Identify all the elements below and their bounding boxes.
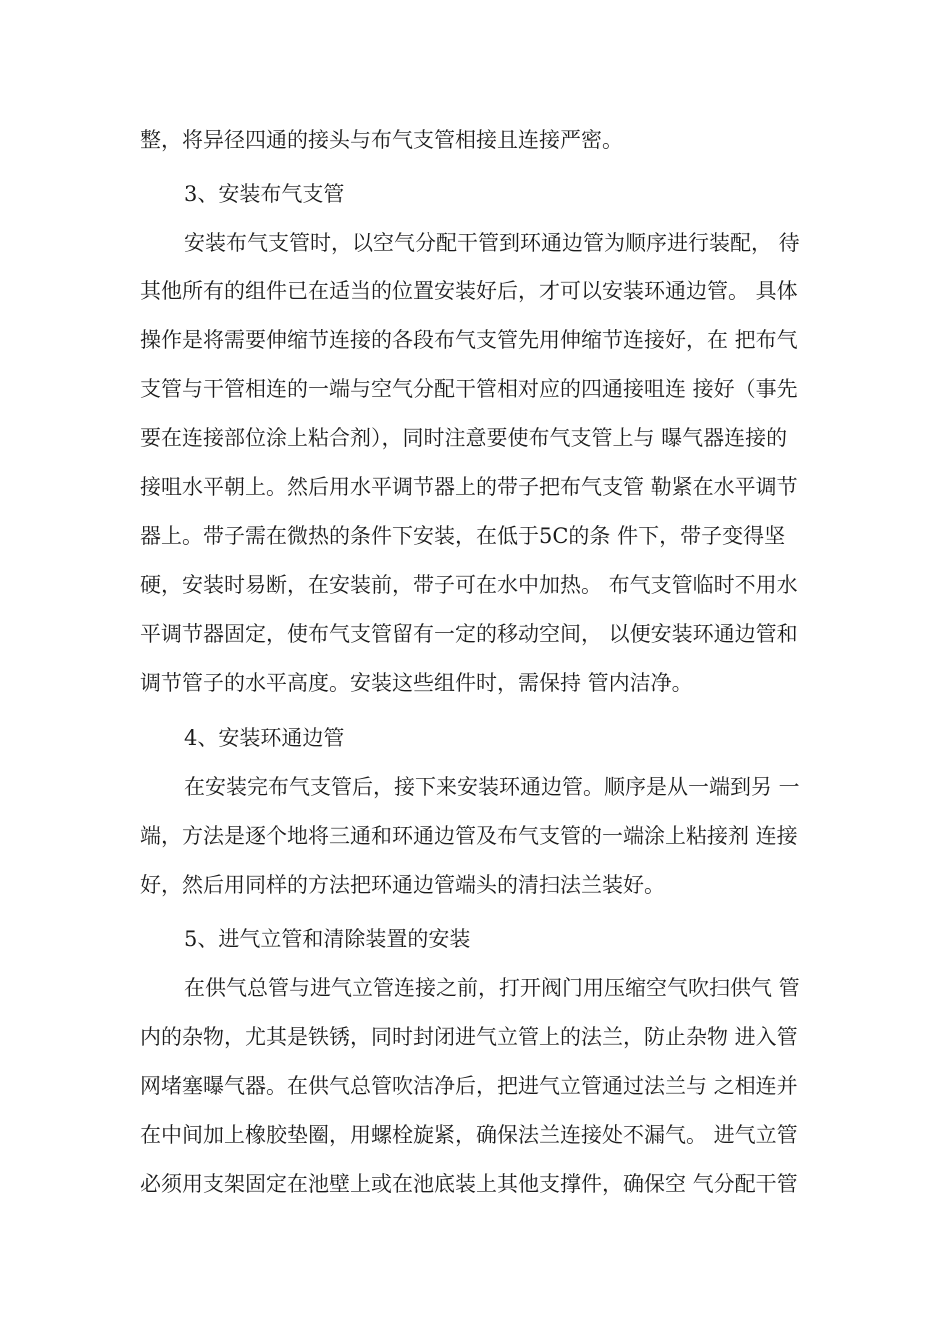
text-line: 接咀水平朝上。然后用水平调节器上的带子把布气支管 勒紧在水平调节 <box>140 475 798 499</box>
text-line: 在供气总管与进气立管连接之前，打开阀门用压缩空气吹扫供气 管 <box>184 976 800 1000</box>
text-line: 硬，安装时易断，在安装前，带子可在水中加热。 布气支管临时不用水 <box>140 573 798 597</box>
text-line: 要在连接部位涂上粘合剂），同时注意要使布气支管上与 曝气器连接的 <box>140 426 788 450</box>
section-heading: 3、安装布气支管 <box>184 182 345 206</box>
section-heading: 4、安装环通边管 <box>184 726 345 750</box>
text-line: 其他所有的组件已在适当的位置安装好后，才可以安装环通边管。 具体 <box>140 279 798 303</box>
text-line: 内的杂物，尤其是铁锈，同时封闭进气立管上的法兰，防止杂物 进入管 <box>140 1025 798 1049</box>
text-line: 安装布气支管时，以空气分配干管到环通边管为顺序进行装配， 待 <box>184 231 800 255</box>
text-line: 平调节器固定，使布气支管留有一定的移动空间， 以便安装环通边管和 <box>140 622 798 646</box>
text-line: 必须用支架固定在池壁上或在池底装上其他支撑件，确保空 气分配干管 <box>140 1172 798 1196</box>
text-line: 支管与干管相连的一端与空气分配干管相对应的四通接咀连 接好（事先 <box>140 377 798 401</box>
text-line: 调节管子的水平高度。安装这些组件时，需保持 管内洁净。 <box>140 671 693 695</box>
text-line: 操作是将需要伸缩节连接的各段布气支管先用伸缩节连接好，在 把布气 <box>140 328 798 352</box>
section-heading: 5、进气立管和清除装置的安装 <box>184 927 471 951</box>
text-line: 好，然后用同样的方法把环通边管端头的清扫法兰装好。 <box>140 873 665 897</box>
text-line: 在安装完布气支管后，接下来安装环通边管。顺序是从一端到另 一 <box>184 775 800 799</box>
text-line: 整，将异径四通的接头与布气支管相接且连接严密。 <box>140 128 623 152</box>
text-line: 网堵塞曝气器。在供气总管吹洁净后，把进气立管通过法兰与 之相连并 <box>140 1074 798 1098</box>
text-line: 在中间加上橡胶垫圈，用螺栓旋紧，确保法兰连接处不漏气。 进气立管 <box>140 1123 798 1147</box>
text-line: 端，方法是逐个地将三通和环通边管及布气支管的一端涂上粘接剂 连接 <box>140 824 798 848</box>
text-line: 器上。带子需在微热的条件下安装，在低于5C的条 件下，带子变得坚 <box>140 524 786 548</box>
